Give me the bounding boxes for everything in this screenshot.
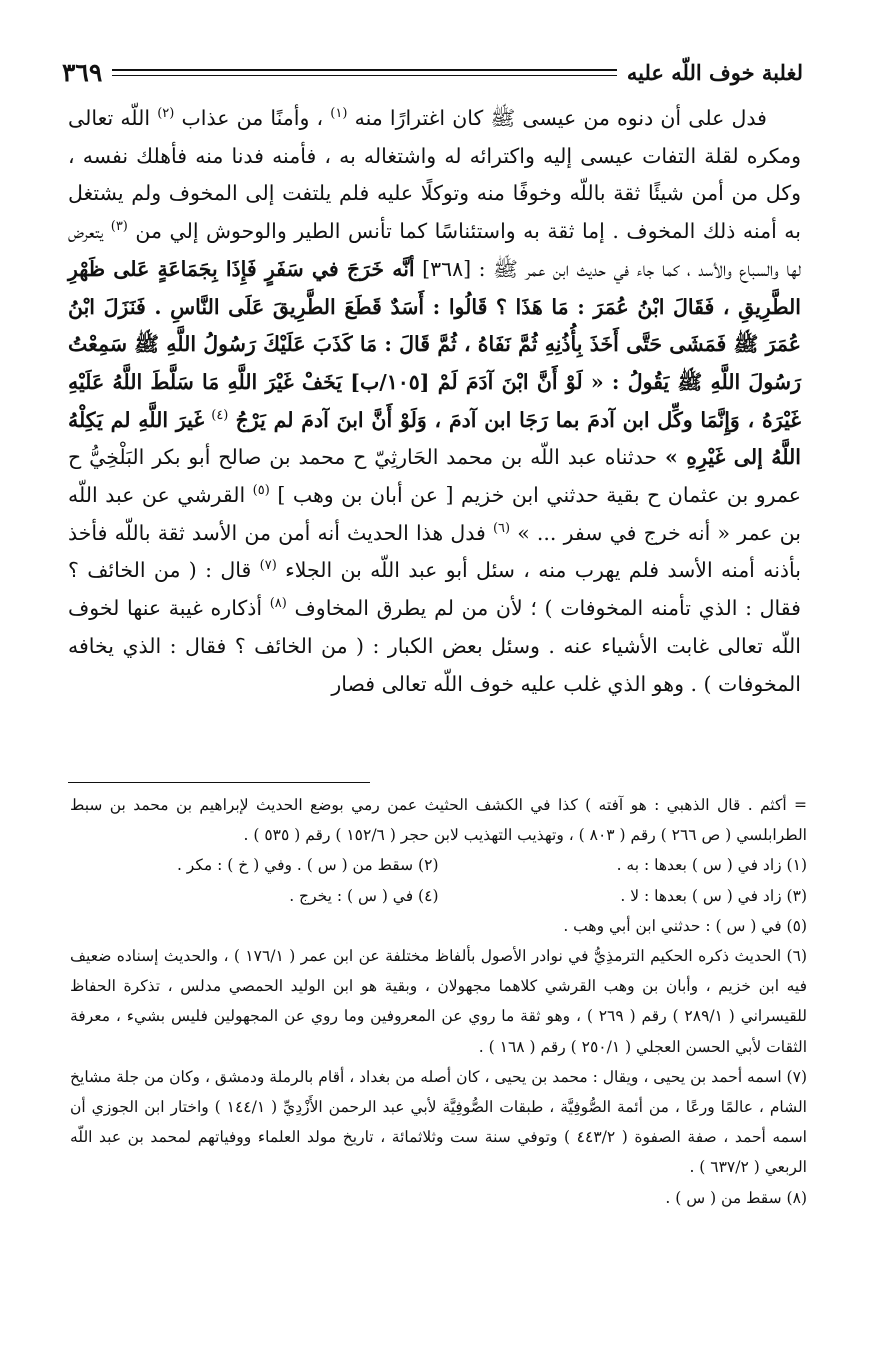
footnote-1: (١) زاد في ( س ) بعدها : به . bbox=[616, 856, 807, 875]
text-segment: كان اغترارًا منه bbox=[354, 106, 484, 130]
footnote-5: (٥) في ( س ) : حدثني ابن أبي وهب . bbox=[563, 916, 807, 935]
main-paragraph bbox=[68, 100, 801, 703]
footnotes bbox=[70, 790, 807, 1213]
text-segment: فدل على أن دنوه من عيسى bbox=[522, 106, 767, 130]
hadith-text: غَيرَ اللَّهِ لم يَكِلْهُ اللَّهُ إلى غَيْرِهِ » bbox=[68, 407, 801, 470]
footnote-7: (٧) اسمه أحمد بن يحيى ، ويقال : محمد بن يحيى ، كان أصله من بغداد ، أقام بالرملة ودمشق ، وكان من جلة مشايخ الشام ، عالمًا ورعًا ، من أئمة الصُّوفِيَّة ، طبقات الصُّوفِيَّة لأبي عبد الرحمن الأَزْدِيِّ ( ١٤٤/١ ) واختار ابن الجوزي أن اسمه أحمد ، صفة الصفوة ( ٤٤٣/٢ ) وتوفي سنة ست وثلاثمائة ، تاريخ مولد العلماء ووفياتهم لمحمد بن عبد اللّه الربعي ( ٦٣٧/٢ ) . bbox=[70, 1067, 807, 1177]
footnote-ref-7[interactable]: (٧) bbox=[259, 558, 277, 574]
chapter-title: لغلبة خوف اللّه عليه bbox=[626, 59, 803, 85]
footnote-ref-1[interactable]: (١) bbox=[330, 106, 348, 122]
footnote-separator bbox=[68, 782, 370, 783]
text-segment: قال : ( من الخائف ؟ فقال : الذي تأمنه المخوفات ) ؛ لأن من لم يطرق المخاوف bbox=[68, 558, 801, 621]
main-text bbox=[68, 100, 801, 703]
footnote-2: (٢) سقط من ( س ) . وفي ( خ ) : مكر . bbox=[176, 856, 439, 875]
running-header bbox=[62, 55, 803, 89]
footnote-ref-8[interactable]: (٨) bbox=[269, 596, 287, 612]
text-segment: القرشي عن عبد اللّه بن عمر « أنه خرج في سفر ... » bbox=[68, 483, 801, 545]
footnote-ref-3[interactable]: (٣) bbox=[110, 219, 128, 235]
hadith-text: أنَّه خَرَجَ في سَفَرٍ فَإِذَا بِجَمَاعَةٍ عَلى ظَهْرِ الطَّرِيقِ ، فَقَالَ ابْنُ عُمَرَ : مَا هَذَا ؟ قَالُوا : أَسَدٌ قَطَعَ الطَّرِيقَ عَلَى النَّاسِ . فَنَزَلَ ابْنُ عُمَرَ ﷺ فَمَشَى حَتَّى أَخَذَ بِأُذُنِهِ ثُمَّ نَفَاهُ ، ثُمَّ قَالَ : مَا كَذَبَ عَلَيْكَ رَسُولُ اللَّهِ ﷺ سَمِعْتُ رَسُولَ اللَّهِ ﷺ يَقُولُ : « لَوْ أَنَّ ابْنَ آدَمَ لَمْ [١٠٥/ب] يَخَفْ غَيْرَ اللَّهِ مَا سَلَّطَ اللَّهُ عَلَيْهِ غَيْرَهُ ، وَإِنَّمَا وكِّل ابن آدمَ بما رَجَا ابن آدمَ ، وَلَوْ أَنَّ ابنَ آدمَ لم يَرْجُ bbox=[68, 256, 801, 432]
header-rule bbox=[112, 69, 617, 76]
text-segment: اللّه تعالى ومكره لقلة التفات عيسى إليه واكترائه له واشتغاله به ، فأمنه فدنا منه فأهلك نفسه ، وكل من أمن شيئًا ثقة باللّه وخوفًا منه وتوكلًا عليه فلم يلتفت إلى المخوف ولم يشتغل به أمنه ذلك المخوف . إما ثقة به واستئناسًا كما تأنس الطير والوحوش إلي من bbox=[68, 106, 801, 244]
footnote-ref-5[interactable]: (٥) bbox=[252, 483, 270, 499]
footnote-continuation: = أكثم . قال الذهبي : هو آفته ) كذا في الكشف الحثيث عمن رمي بوضع الحديث لإبراهيم بن محمد بن سبط الطرابلسي ( ص ٢٦٦ ) رقم ( ٨٠٣ ) ، وتهذيب التهذيب لابن حجر ( ١٥٢/٦ ) رقم ( ٥٣٥ ) . bbox=[70, 796, 807, 845]
text-segment: أذكاره غيبة عنها لخوف اللّه تعالى غابت الأشياء عنه . وسئل بعض الكبار : ( من الخائف ؟ فقال : الذي يخافه المخوفات ) . وهو الذي غلب عليه خوف اللّه تعالى فصار bbox=[68, 596, 801, 696]
footnote-6: (٦) الحديث ذكره الحكيم الترمذِيُّ في نوادر الأصول بألفاظ مختلفة عن ابن عمر ( ١٧٦/١ ) ، والحديث إسناده ضعيف فيه ابن خزيم ، وأبان بن وهب القرشي كلاهما مجهولان ، وبقية هو ابن الوليد الحمصي مدلس ، تذكرة الحفاظ للقيسراني ( ٢٨٩/١ ) رقم ( ٢٦٩ ) ، وهو ثقة ما روي عن المعروفين وما روي عن المجهولين فليس بشيء ، معرفة الثقات لأبي الحسن العجلي ( ٢٥٠/١ ) رقم ( ١٦٨ ) . bbox=[70, 947, 807, 1056]
honorific: ﷺ bbox=[490, 106, 516, 130]
footnote-ref-2[interactable]: (٢) bbox=[157, 106, 175, 122]
text-segment: ، وأمنًا من عذاب bbox=[181, 106, 324, 130]
text-segment: حدثناه عبد اللّه بن محمد الحَارثِيّ ح محمد بن صالح أبو بكر البَلْخِيُّ ح عمرو بن عثمان ح بقية حدثني ابن خزيم [ عن أبان بن وهب ] bbox=[68, 445, 801, 508]
footnote-3: (٣) زاد في ( س ) بعدها : لا . bbox=[620, 886, 807, 905]
page-number: ٣٦٩ bbox=[62, 57, 103, 87]
footnote-8: (٨) سقط من ( س ) . bbox=[665, 1188, 807, 1207]
footnote-ref-4[interactable]: (٤) bbox=[211, 407, 229, 423]
footnote-row bbox=[70, 850, 807, 880]
footnote-row bbox=[70, 881, 807, 911]
footnote-4: (٤) في ( س ) : يخرج . bbox=[289, 886, 439, 905]
footnote-ref-6[interactable]: (٦) bbox=[492, 520, 511, 536]
text-segment: يتعرض لها والسباع والأسد ، كما جاء في حديث ابن عمر ﷺ : [٣٦٨] bbox=[68, 219, 801, 281]
text-segment: فدل هذا الحديث أنه أمن من الأسد ثقة باللّه فأخذ بأذنه أمنه الأسد فلم يهرب منه ، سئل أبو عبد اللّه بن الجلاء bbox=[68, 520, 801, 583]
